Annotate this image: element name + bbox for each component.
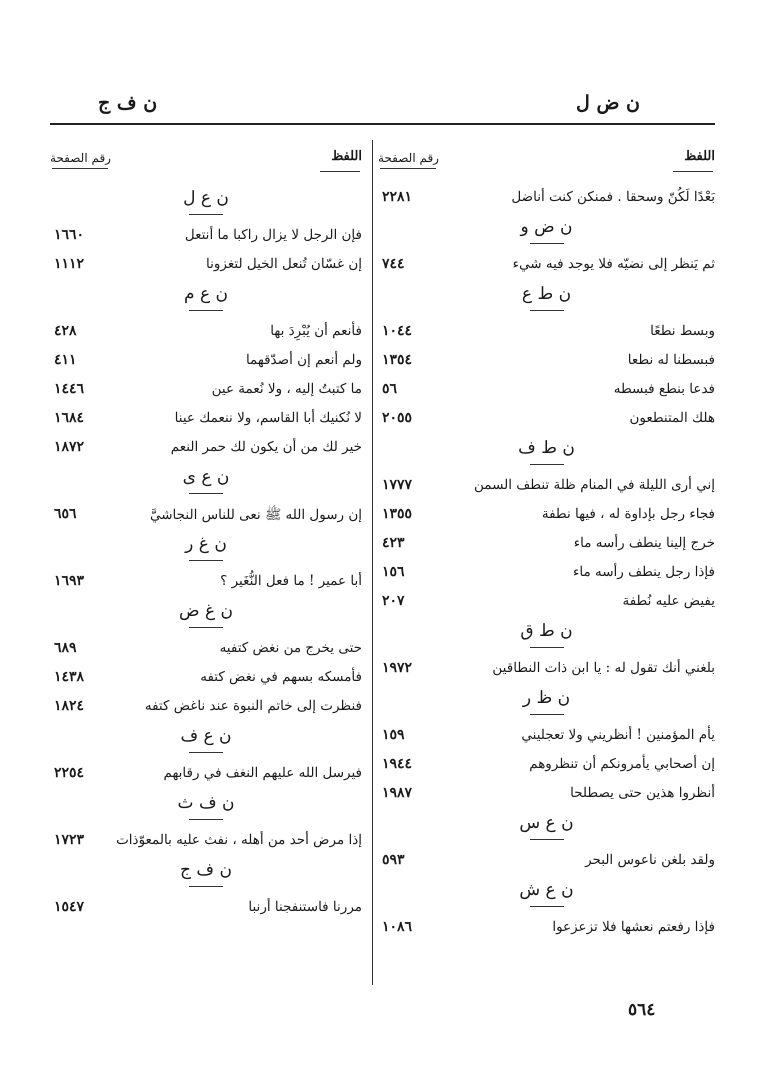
entry-page-number: ١٥٤٧ bbox=[54, 899, 85, 915]
entry-page-number: ١٥٦ bbox=[382, 564, 405, 580]
index-entry bbox=[378, 250, 715, 279]
right-column-header bbox=[378, 145, 715, 183]
index-entry bbox=[50, 692, 362, 721]
word-column-label: اللفظ bbox=[684, 149, 715, 164]
root-heading bbox=[378, 683, 715, 721]
index-entry bbox=[378, 404, 715, 433]
entry-page-number: ١٨٧٢ bbox=[54, 439, 85, 455]
root-heading bbox=[378, 279, 715, 317]
index-entry bbox=[50, 375, 362, 404]
entry-text: ما كتبتُ إليه ، ولا نُعمة عين bbox=[211, 381, 362, 397]
index-entry bbox=[378, 721, 715, 750]
entry-page-number: ١٥٩ bbox=[382, 727, 405, 743]
entry-text: هلك المتنطعون bbox=[629, 410, 715, 426]
entry-text: خرج إلينا ينطف رأسه ماء bbox=[573, 535, 715, 551]
entry-text: إذا مرض أحد من أهله ، نفث عليه بالمعوّذات bbox=[116, 832, 362, 848]
word-column-label: اللفظ bbox=[331, 149, 362, 164]
root-letters: ن ط ق bbox=[520, 621, 573, 641]
root-heading bbox=[378, 616, 715, 654]
entry-page-number: ٤١١ bbox=[54, 352, 77, 368]
entry-page-number: ٧٤٤ bbox=[382, 256, 405, 272]
root-letters: ن غ ر bbox=[185, 534, 227, 554]
right-column-body bbox=[378, 183, 715, 942]
entry-page-number: ١١١٢ bbox=[54, 256, 85, 272]
index-entry bbox=[50, 404, 362, 433]
root-underline bbox=[189, 214, 223, 215]
index-entry bbox=[378, 558, 715, 587]
left-column bbox=[50, 145, 362, 922]
index-entry bbox=[378, 346, 715, 375]
root-heading bbox=[50, 462, 362, 500]
root-underline bbox=[189, 310, 223, 311]
entry-text: فيرسل الله عليهم النغف في رقابهم bbox=[163, 765, 362, 781]
root-underline bbox=[530, 243, 564, 244]
root-letters: ن ظ ر bbox=[522, 688, 571, 708]
root-heading bbox=[378, 433, 715, 471]
entry-text: فأمسكه بسهم في نغض كتفه bbox=[200, 669, 362, 685]
entry-text: ثم يَنظر إلى نضيّه فلا يوجد فيه شيء bbox=[512, 256, 715, 272]
entry-text: إن أصحابي يأمرونكم أن تنظروهم bbox=[529, 756, 715, 772]
page-label-underline bbox=[380, 168, 436, 169]
index-entry bbox=[378, 587, 715, 616]
index-entry bbox=[50, 634, 362, 663]
entry-text: وبسط نطعًا bbox=[650, 323, 715, 339]
root-heading bbox=[50, 596, 362, 634]
root-underline bbox=[189, 560, 223, 561]
entry-text: إني أرى الليلة في المنام ظلة تنطف السمن bbox=[474, 477, 715, 493]
root-heading bbox=[50, 788, 362, 826]
root-underline bbox=[530, 310, 564, 311]
entry-page-number: ٢٢٨١ bbox=[382, 189, 413, 205]
page-number: ٥٦٤ bbox=[628, 1000, 656, 1020]
entry-text: حتى يخرج من نغض كتفيه bbox=[219, 640, 362, 656]
root-heading bbox=[378, 212, 715, 250]
index-entry bbox=[378, 317, 715, 346]
root-underline bbox=[530, 714, 564, 715]
left-column-header bbox=[50, 145, 362, 183]
root-underline bbox=[530, 839, 564, 840]
root-letters: ن ع ل bbox=[183, 188, 229, 208]
root-heading bbox=[50, 183, 362, 221]
entry-page-number: ١٩٧٢ bbox=[382, 660, 413, 676]
index-entry bbox=[50, 893, 362, 922]
word-label-underline bbox=[320, 171, 360, 172]
entry-text: فجاء رجل بإداوة له ، فيها نطفة bbox=[541, 506, 715, 522]
root-heading bbox=[378, 875, 715, 913]
root-letters: ن ط ف bbox=[518, 438, 575, 458]
index-entry bbox=[378, 846, 715, 875]
root-letters: ن ع ش bbox=[519, 880, 574, 900]
entry-text: بلغني أنك تقول له : يا ابن ذات النطاقين bbox=[492, 660, 715, 676]
index-entry bbox=[378, 500, 715, 529]
root-heading bbox=[50, 855, 362, 893]
index-entry bbox=[378, 654, 715, 683]
entry-page-number: ١٦٨٤ bbox=[54, 410, 85, 426]
entry-page-number: ١٨٢٤ bbox=[54, 698, 85, 714]
index-entry bbox=[50, 221, 362, 250]
entry-text: ولقد بلغن ناعوس البحر bbox=[585, 852, 715, 868]
entry-page-number: ١٤٣٨ bbox=[54, 669, 85, 685]
index-entry bbox=[378, 183, 715, 212]
entry-page-number: ١٠٨٦ bbox=[382, 919, 413, 935]
entry-page-number: ٦٥٦ bbox=[54, 506, 77, 522]
root-letters: ن غ ض bbox=[179, 601, 233, 621]
entry-page-number: ١٦٩٣ bbox=[54, 573, 85, 589]
entry-page-number: ٥٦ bbox=[382, 381, 398, 397]
page-column-label: رقم الصفحة bbox=[378, 151, 439, 165]
entry-page-number: ١٦٦٠ bbox=[54, 227, 85, 243]
index-entry bbox=[378, 779, 715, 808]
entry-page-number: ٦٨٩ bbox=[54, 640, 77, 656]
entry-page-number: ١٠٤٤ bbox=[382, 323, 413, 339]
index-entry bbox=[50, 250, 362, 279]
entry-text: إن رسول الله ﷺ نعى للناس النجاشيَّ bbox=[149, 507, 362, 523]
index-entry bbox=[378, 529, 715, 558]
entry-text: فإذا رجل ينطف رأسه ماء bbox=[573, 564, 715, 580]
root-heading bbox=[378, 808, 715, 846]
index-entry bbox=[378, 471, 715, 500]
root-heading bbox=[50, 721, 362, 759]
index-entry bbox=[378, 375, 715, 404]
entry-page-number: ١٧٧٧ bbox=[382, 477, 413, 493]
column-separator bbox=[372, 140, 373, 985]
index-entry bbox=[50, 500, 362, 529]
entry-text: مررنا فاستنفجنا أرنبا bbox=[248, 899, 362, 915]
root-heading bbox=[50, 529, 362, 567]
entry-text: أبا عمير ! ما فعل النُّغَير ؟ bbox=[220, 573, 362, 589]
entry-text: إن غسّان تُنعل الخيل لتغزونا bbox=[206, 256, 362, 272]
root-underline bbox=[189, 752, 223, 753]
root-underline bbox=[189, 886, 223, 887]
running-header-left: ن ف ج bbox=[98, 92, 158, 114]
entry-page-number: ١٧٢٣ bbox=[54, 832, 85, 848]
entry-text: خير لك من أن يكون لك حمر النعم bbox=[170, 439, 362, 455]
root-letters: ن ض و bbox=[520, 217, 573, 237]
root-letters: ن ف ج bbox=[180, 860, 232, 880]
root-letters: ن ع ف bbox=[180, 726, 232, 746]
root-letters: ن ع س bbox=[519, 813, 574, 833]
running-header-right: ن ض ل bbox=[576, 92, 640, 114]
right-column bbox=[378, 145, 715, 942]
root-letters: ن ف ث bbox=[177, 793, 235, 813]
page-column-label: رقم الصفحة bbox=[50, 151, 111, 165]
index-entry bbox=[378, 750, 715, 779]
index-entry bbox=[50, 759, 362, 788]
entry-page-number: ١٩٨٧ bbox=[382, 785, 413, 801]
entry-page-number: ٢٠٥٥ bbox=[382, 410, 413, 426]
index-entry bbox=[50, 567, 362, 596]
entry-text: ولم أنعم إن أصدّقهما bbox=[245, 352, 362, 368]
entry-text: فنظرت إلى خاتم النبوة عند ناغض كتفه bbox=[144, 698, 362, 714]
header-rule bbox=[50, 123, 715, 125]
index-entry bbox=[50, 346, 362, 375]
entry-page-number: ٢٢٥٤ bbox=[54, 765, 85, 781]
entry-text: أنظروا هذين حتى يصطلحا bbox=[570, 785, 715, 801]
entry-text: فأنعم أن يُبْرِدَ بها bbox=[270, 323, 362, 339]
entry-page-number: ٢٠٧ bbox=[382, 593, 405, 609]
root-underline bbox=[530, 464, 564, 465]
entry-text: بَعْدًا لَكُنّ وسحقا . فمنكن كنت أناضل bbox=[511, 189, 715, 205]
root-letters: ن ع م bbox=[184, 284, 228, 304]
index-entry bbox=[50, 663, 362, 692]
index-entry bbox=[50, 433, 362, 462]
entry-text: فبسطنا له نطعا bbox=[627, 352, 715, 368]
page-label-underline bbox=[52, 168, 108, 169]
root-heading bbox=[50, 279, 362, 317]
entry-text: يأم المؤمنين ! أنظريني ولا تعجليني bbox=[521, 727, 715, 743]
entry-page-number: ٤٢٨ bbox=[54, 323, 77, 339]
entry-text: يفيض عليه نُطفة bbox=[622, 593, 715, 609]
entry-text: فإن الرجل لا يزال راكبا ما أنتعل bbox=[184, 227, 362, 243]
word-label-underline bbox=[673, 171, 713, 172]
root-letters: ن ع ى bbox=[182, 467, 230, 487]
entry-page-number: ١٣٥٤ bbox=[382, 352, 413, 368]
entry-page-number: ١٤٤٦ bbox=[54, 381, 85, 397]
root-underline bbox=[189, 819, 223, 820]
entry-text: فدعا بنطع فبسطه bbox=[613, 381, 715, 397]
root-letters: ن ط ع bbox=[521, 284, 572, 304]
index-entry bbox=[50, 826, 362, 855]
entry-page-number: ٤٢٣ bbox=[382, 535, 405, 551]
entry-text: فإذا رفعتم نعشها فلا تزعزعوا bbox=[552, 919, 715, 935]
index-entry bbox=[50, 317, 362, 346]
left-column-body bbox=[50, 183, 362, 922]
entry-text: لا نُكنيك أبا القاسم، ولا ننعمك عينا bbox=[174, 410, 362, 426]
root-underline bbox=[189, 627, 223, 628]
entry-page-number: ٥٩٣ bbox=[382, 852, 405, 868]
root-underline bbox=[530, 906, 564, 907]
root-underline bbox=[530, 647, 564, 648]
entry-page-number: ١٣٥٥ bbox=[382, 506, 413, 522]
entry-page-number: ١٩٤٤ bbox=[382, 756, 413, 772]
root-underline bbox=[189, 493, 223, 494]
index-entry bbox=[378, 913, 715, 942]
